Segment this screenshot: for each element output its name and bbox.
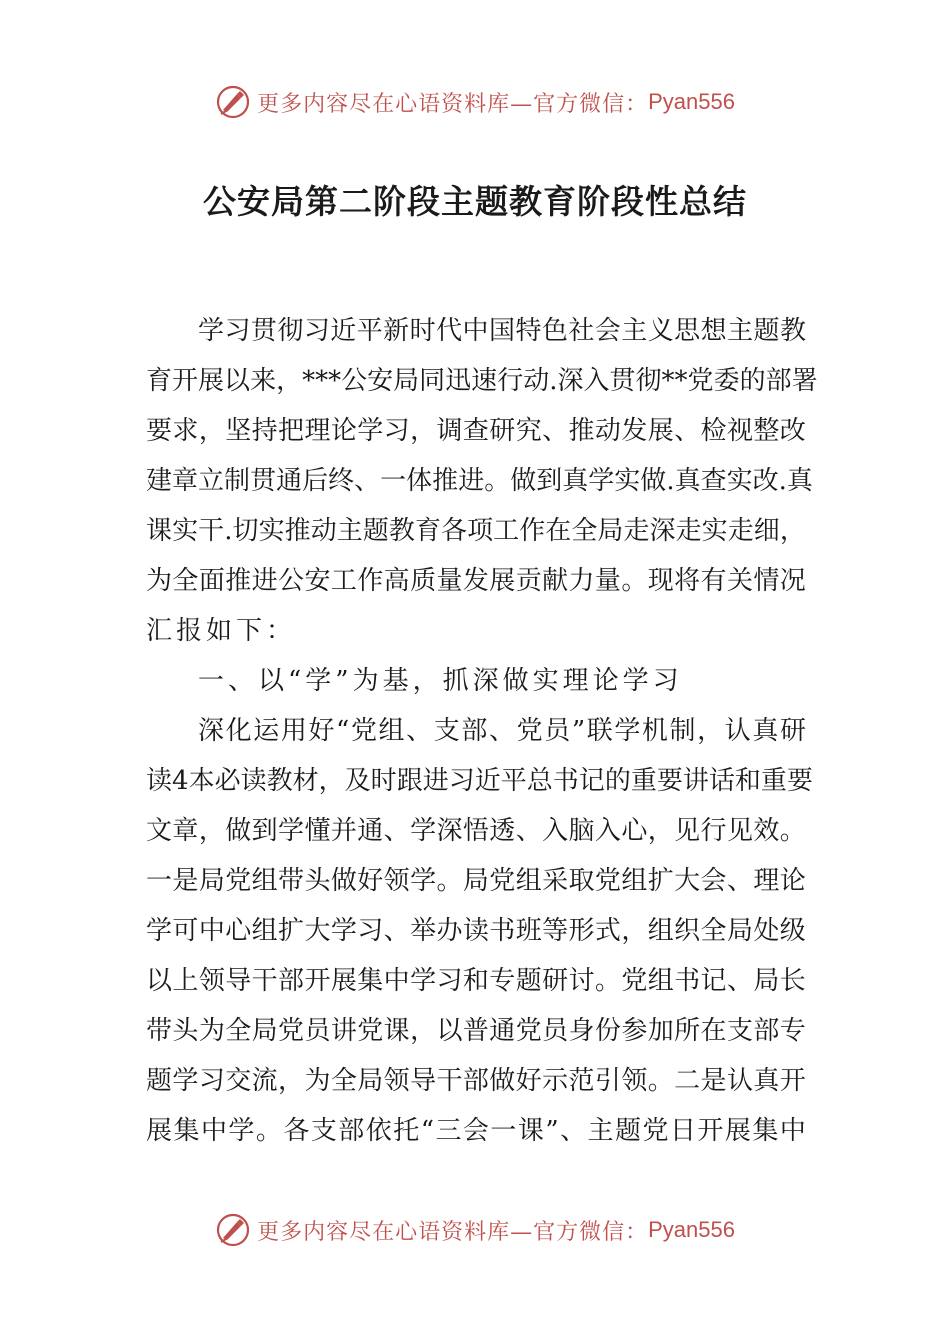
body-line: 学 可 中 心 组 扩 大 学 习 、 举 办 读 书 班 等 形 式 ， 组 织 全 局 处 级 (146, 916, 806, 946)
body-line: 深 化 运 用 好 “ 党 组 、 支 部 、 党 员 ” 联 学 机 制 ， 认 真 研 (198, 716, 806, 746)
body-line: 育 开 展 以 来 ， * * * 公 安 局 同 迅 速 行 动 . 深 入 贯 彻 * * 党 委 的 部 署 (146, 366, 818, 396)
watermark-handle: Pyan556 (648, 89, 735, 114)
body-line: 课 实 干 . 切 实 推 动 主 题 教 育 各 项 工 作 在 全 局 走 深 走 实 走 细 ， (146, 516, 806, 546)
body-line: 带 头 为 全 局 党 员 讲 党 课 ， 以 普 通 党 员 身 份 参 加 所 在 支 部 专 (146, 1016, 806, 1046)
body-line: 为 全 面 推 进 公 安 工 作 高 质 量 发 展 贡 献 力 量 。 现 将 有 关 情 况 (146, 566, 806, 596)
body-line: 以 上 领 导 干 部 开 展 集 中 学 习 和 专 题 研 讨 。 党 组 书 记 、 局 长 (146, 966, 806, 996)
body-line: 文 章 ， 做 到 学 懂 并 通 、 学 深 悟 透 、 入 脑 入 心 ， 见 行 见 效 。 (146, 816, 806, 846)
body-line: 汇报如下： (146, 616, 297, 646)
watermark-footer (0, 1212, 950, 1248)
body-line: 一 是 局 党 组 带 头 做 好 领 学 。 局 党 组 采 取 党 组 扩 大 会 、 理 论 (146, 866, 806, 896)
pen-nib-logo-icon (215, 1212, 251, 1248)
section-heading: 一、以“学”为基，抓深做实理论学习 (198, 666, 683, 696)
watermark-handle: Pyan556 (648, 1217, 735, 1242)
watermark-header (0, 84, 950, 120)
document-body (146, 306, 818, 1156)
document-title: 公安局第二阶段主题教育阶段性总结 (203, 182, 747, 221)
body-line: 展 集 中 学 。 各 支 部 依 托 “ 三 会 一 课 ” 、 主 题 党 日 开 展 集 中 (146, 1116, 806, 1146)
body-line: 要 求 ， 坚 持 把 理 论 学 习 ， 调 查 研 究 、 推 动 发 展 、 检 视 整 改 (146, 416, 806, 446)
watermark-text: 更多内容尽在心语资料库—官方微信： (257, 91, 649, 117)
pen-nib-logo-icon (215, 84, 251, 120)
watermark-text: 更多内容尽在心语资料库—官方微信： (257, 1219, 649, 1245)
body-line: 学 习 贯 彻 习 近 平 新 时 代 中 国 特 色 社 会 主 义 思 想 主 题 教 (198, 316, 806, 346)
body-line: 题 学 习 交 流 ， 为 全 局 领 导 干 部 做 好 示 范 引 领 。 二 是 认 真 开 (146, 1066, 806, 1096)
body-line: 读 4 本 必 读 教 材 ， 及 时 跟 进 习 近 平 总 书 记 的 重 要 讲 话 和 重 要 (146, 766, 813, 796)
body-line: 建 章 立 制 贯 通 后 终 、 一 体 推 进 。 做 到 真 学 实 做 . 真 查 实 改 . 真 (146, 466, 813, 496)
